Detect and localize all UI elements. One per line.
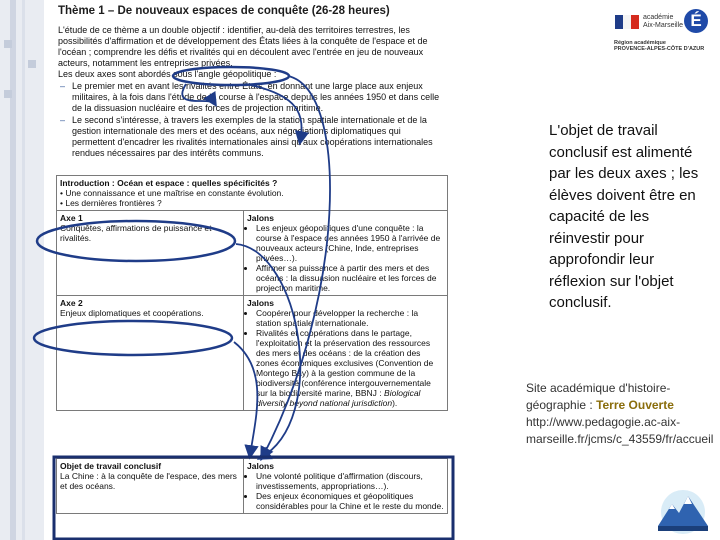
french-flag-icon <box>615 15 639 29</box>
left-decoration <box>0 0 44 540</box>
axe2-cell: Axe 2 Enjeux diplomatiques et coopérations. <box>57 296 244 411</box>
axis-bullet-1: – Le premier met en avant les rivalités entre États, en donnant une large place aux enjeux militaires, à la fois dans l'étude de la course à l'espace depuis les années 1950 et dans celle de la dissuasion nucléaire et des forces de projection maritime. <box>72 81 446 114</box>
site-url-link[interactable]: http://www.pedagogie.ac-aix-marseille.fr/jcms/c_43559/fr/accueil <box>526 415 714 446</box>
site-credit: Site académique d'histoire-géographie : Terre Ouverte http://www.pedagogie.ac-aix-marseille.fr/jcms/c_43559/fr/accueil <box>526 381 714 446</box>
axis-bullet-2: – Le second s'intéresse, à travers les exemples de la station spatiale internationale et de la gestion internationale des mers et des océans, aux négociations diplomatiques qui permettent d'encadrer les rivalités internationales ainsi qu'aux coopérations internationales rendues nécessaires par des intérêts communs. <box>72 115 446 159</box>
axe2-text: Enjeux diplomatiques et coopérations. <box>60 308 204 318</box>
ot-jalons: Jalons • Une volonté politique d'affirmation (discours, investissements, appropriations…). • Des enjeux économiques et géopolitiques considérables pour la Chine et le reste du monde. <box>244 459 448 514</box>
program-table <box>56 175 448 411</box>
axe1-jalons: Jalons • Les enjeux géopolitiques d'une conquête : la course à l'espace des années 1950 à l'arrivée de nouveaux acteurs (Chine, Inde, entreprises privées…). • Affirmer sa puissance à partir des mers et des océans : la dissuasion nucléaire et les forces de projection maritime. <box>244 211 448 296</box>
intro-cell: Introduction : Océan et espace : quelles spécificités ? • Une connaissance et une maîtrise en constante évolution. • Les dernières frontières ? <box>57 176 448 211</box>
intro-paragraph: L'étude de ce thème a un double objectif : identifier, au-delà des territoires terrestres, les possibilités d'affirmation et de développement des États liées à la conquête de l'espace et de l'océan ; comprendre les défis et rivalités qui en découlent avec l'entrée en jeu de nouveaux acteurs, notamment les entreprises privées. <box>58 25 428 68</box>
slide-main-text: L'objet de travail conclusif est alimenté par les deux axes ; les élèves doivent être en capacité de les réinvestir pour approfondir leur réflexion sur l'objet conclusif. <box>549 122 699 311</box>
theme-title: Thème 1 – De nouveaux espaces de conquête (26-28 heures) <box>58 5 390 17</box>
academy-logo: académie Aix-Marseille É Région académique PROVENCE-ALPES-CÔTE D'AZUR <box>612 6 712 54</box>
ot-text: La Chine : à la conquête de l'espace, des mers et des océans. <box>60 471 237 491</box>
axes-sentence: Les deux axes sont abordés sous l'angle géopolitique : <box>58 69 277 79</box>
conclusive-object-table <box>56 458 448 514</box>
axe1-cell: Axe 1 Conquêtes, affirmations de puissance et rivalités. <box>57 211 244 296</box>
academy-e-icon: É <box>684 9 708 33</box>
axe1-text: Conquêtes, affirmations de puissance et rivalités. <box>60 223 212 243</box>
ot-cell: Objet de travail conclusif La Chine : à la conquête de l'espace, des mers et des océans. <box>57 459 244 514</box>
document-excerpt <box>44 0 453 540</box>
theme-intro <box>58 25 446 160</box>
axe2-jalons: Jalons • Coopérer pour développer la recherche : la station spatiale internationale. • Rivalités et coopérations dans le partage, l'exploitation et la préservation des ressources des mers et des océans : de la création des zones économiques exclusives (Convention de Montego Bay) à la gestion commune de la biodiversité (conférence intergouvernementale sur la biodiversité marine, BBNJ : Biological diversity beyond national jurisdiction). <box>244 296 448 411</box>
site-name: Terre Ouverte <box>596 398 674 412</box>
terre-ouverte-mountain-icon <box>652 482 714 534</box>
